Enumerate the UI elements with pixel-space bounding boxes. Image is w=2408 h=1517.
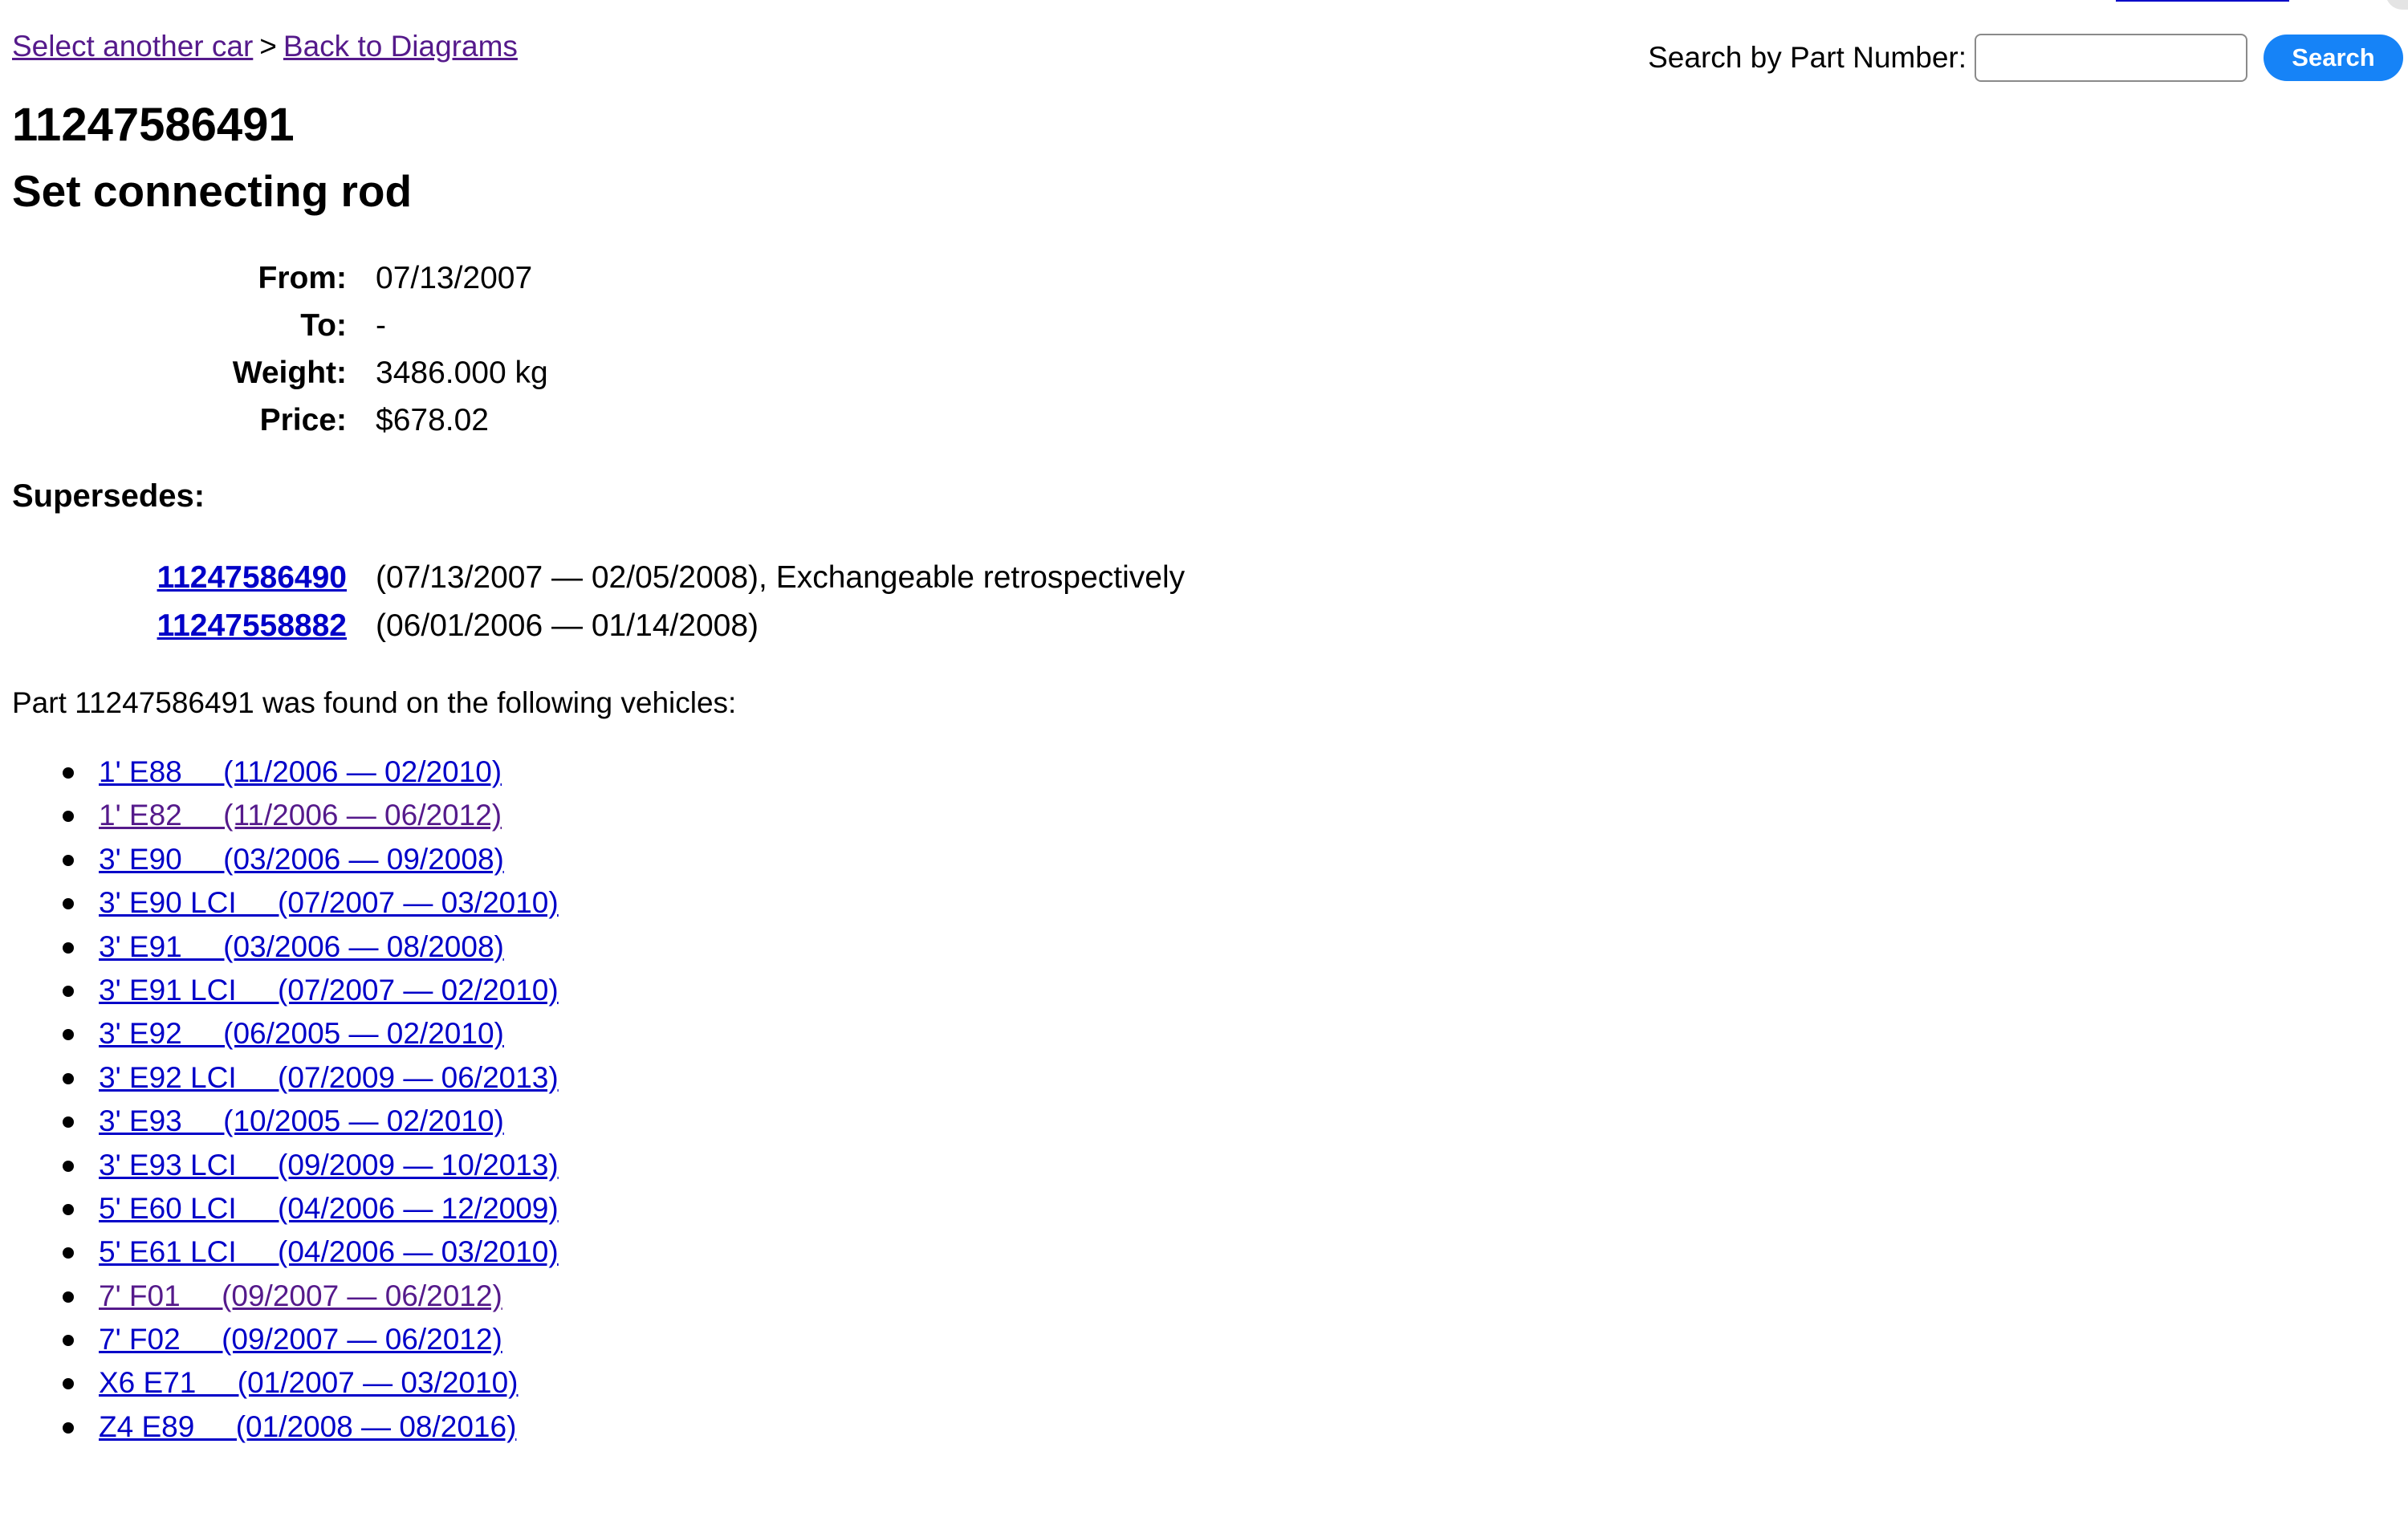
list-item [0, 1144, 559, 1187]
detail-value: 3486.000 kg [376, 356, 548, 390]
top-cropped-link[interactable] [2116, 0, 2289, 2]
bullet-icon [63, 942, 74, 954]
list-item [0, 1275, 559, 1318]
select-another-car-link[interactable]: Select another car [12, 30, 254, 63]
bullet-icon [63, 986, 74, 997]
top-cropped-button[interactable] [2386, 0, 2408, 10]
vehicle-link[interactable]: 5' E60 LCI (04/2006 — 12/2009) [99, 1191, 559, 1225]
list-item [0, 969, 559, 1012]
bullet-icon [63, 1073, 74, 1084]
vehicle-link[interactable]: 3' E90 LCI (07/2007 — 03/2010) [99, 886, 559, 920]
detail-row-to [0, 302, 548, 349]
vehicle-link[interactable]: 5' E61 LCI (04/2006 — 03/2010) [99, 1235, 559, 1269]
part-search [1648, 34, 2403, 82]
list-item [0, 1100, 559, 1143]
list-item [0, 925, 559, 969]
bullet-icon [63, 767, 74, 779]
part-details [0, 254, 548, 444]
vehicle-link[interactable]: 3' E92 (06/2005 — 02/2010) [99, 1017, 504, 1051]
list-item [0, 1405, 559, 1449]
bullet-icon [63, 1335, 74, 1346]
bullet-icon [63, 1029, 74, 1040]
list-item [0, 750, 559, 794]
list-item [0, 1361, 559, 1405]
list-item [0, 881, 559, 925]
part-name-title: Set connecting rod [12, 166, 413, 216]
superseded-part-range: (07/13/2007 — 02/05/2008), Exchangeable retrospectively [376, 560, 1186, 595]
detail-label: From: [258, 261, 347, 295]
supersedes-item [0, 554, 1185, 602]
detail-row-from [0, 254, 548, 302]
vehicle-link[interactable]: 3' E92 LCI (07/2009 — 06/2013) [99, 1060, 559, 1094]
list-item [0, 794, 559, 837]
bullet-icon [63, 1422, 74, 1434]
breadcrumb-separator: > [259, 30, 277, 63]
search-label: Search by Part Number: [1648, 41, 1967, 74]
vehicle-link[interactable]: 3' E93 LCI (09/2009 — 10/2013) [99, 1148, 559, 1181]
supersedes-item [0, 602, 1185, 650]
bullet-icon [63, 1161, 74, 1172]
back-to-diagrams-link[interactable]: Back to Diagrams [283, 30, 518, 63]
bullet-icon [63, 1247, 74, 1259]
detail-row-price [0, 397, 548, 444]
vehicle-link[interactable]: 3' E90 (03/2006 — 09/2008) [99, 842, 504, 876]
vehicle-link[interactable]: 7' F01 (09/2007 — 06/2012) [99, 1279, 502, 1312]
vehicle-list [0, 750, 559, 1449]
list-item [0, 1056, 559, 1100]
list-item [0, 1187, 559, 1230]
supersedes-heading: Supersedes: [12, 478, 205, 514]
bullet-icon [63, 898, 74, 909]
list-item [0, 1012, 559, 1055]
detail-label: Price: [259, 403, 347, 437]
bullet-icon [63, 1291, 74, 1303]
detail-label: Weight: [232, 356, 347, 390]
detail-value: $678.02 [376, 403, 489, 437]
top-cropped-strip [1830, 0, 2408, 11]
detail-row-weight [0, 349, 548, 397]
vehicle-link[interactable]: X6 E71 (01/2007 — 03/2010) [99, 1366, 519, 1400]
list-item [0, 838, 559, 881]
bullet-icon [63, 811, 74, 822]
vehicle-link[interactable]: Z4 E89 (01/2008 — 08/2016) [99, 1409, 517, 1443]
vehicle-link[interactable]: 1' E82 (11/2006 — 06/2012) [99, 799, 502, 832]
found-on-vehicles-text: Part 11247586491 was found on the following vehicles: [12, 686, 737, 719]
bullet-icon [63, 855, 74, 866]
bullet-icon [63, 1204, 74, 1215]
list-item [0, 1230, 559, 1274]
breadcrumb [12, 24, 518, 69]
detail-value: 07/13/2007 [376, 261, 533, 295]
superseded-part-link[interactable]: 11247586490 [157, 560, 347, 595]
part-number-title: 11247586491 [12, 99, 295, 151]
vehicle-link[interactable]: 1' E88 (11/2006 — 02/2010) [99, 755, 502, 788]
supersedes-list [0, 554, 1185, 650]
vehicle-link[interactable]: 3' E91 LCI (07/2007 — 02/2010) [99, 973, 559, 1007]
vehicle-link[interactable]: 7' F02 (09/2007 — 06/2012) [99, 1323, 502, 1356]
bullet-icon [63, 1116, 74, 1128]
detail-label: To: [300, 308, 347, 343]
vehicle-link[interactable]: 3' E93 (10/2005 — 02/2010) [99, 1104, 504, 1138]
detail-value: - [376, 308, 386, 343]
vehicle-link[interactable]: 3' E91 (03/2006 — 08/2008) [99, 929, 504, 963]
bullet-icon [63, 1378, 74, 1389]
superseded-part-range: (06/01/2006 — 01/14/2008) [376, 608, 759, 643]
search-button[interactable]: Search [2264, 35, 2403, 81]
part-number-search-input[interactable] [1975, 34, 2247, 82]
superseded-part-link[interactable]: 11247558882 [157, 608, 347, 643]
list-item [0, 1318, 559, 1361]
